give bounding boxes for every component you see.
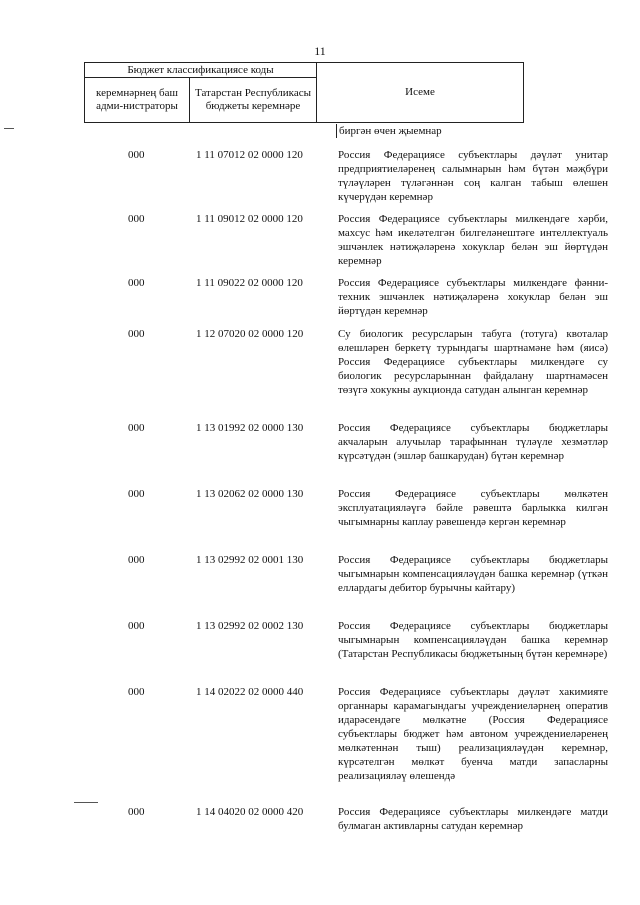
revenue-name: Россия Федерациясе субъектлары дәүләт хакимияте органнары карамагындагы учреждениеләрнең оператив идарәсендәге мөлкәтне (Россия Федерациясе субъектлары бюджет һәм автоном учреждениеләренең мөлкәтеннән тыш) реализацияләүдән керемнәр, күрсәтелгән мөлкәт буенча матди запасларны реализацияләү өлешендә (338, 686, 608, 782)
revenue-name: Россия Федерациясе субъектлары мөлкәтен эксплуатацияләүгә бәйле рәвештә барлыкка килгән чыгымнарны каплау рәвешендә кергән керемнәр (338, 488, 608, 528)
budget-code: 1 11 09012 02 0000 120 (196, 213, 303, 225)
revenue-name: Россия Федерациясе субъектлары дәүләт унитар предприятиеләренең салымнарын һәм бүтән мәҗбүри түләүләрен түләгәннән соң калган табыш өлешен күчерүдән керемнәр (338, 149, 608, 203)
admin-code: 000 (128, 277, 145, 289)
table-row (0, 805, 640, 845)
table-row (0, 148, 640, 212)
page-number: 11 (314, 44, 326, 58)
revenue-name: Россия Федерациясе субъектлары бюджетлары акчаларын алучылар тарафыннан түләүле хезмәтләр күрсәтүдән (эшләр башкарудан) бүтән керемнәр (338, 422, 608, 462)
budget-code: 1 14 04020 02 0000 420 (196, 806, 304, 818)
budget-code: 1 13 02062 02 0000 130 (196, 488, 304, 500)
table-row (0, 487, 640, 553)
tatarstan-revenue-column-header: Татарстан Республикасы бюджеты керемнәре (190, 78, 317, 123)
admin-code: 000 (128, 620, 145, 632)
revenue-name: Россия Федерациясе субъектлары бюджетлары чыгымнарын компенсацияләүдән башка керемнәр (үткән еллардагы дебитор бурычны кайтару) (338, 554, 608, 594)
admin-code: 000 (128, 328, 145, 340)
name-column-header: Исеме (317, 63, 524, 123)
table-row (0, 553, 640, 619)
classification-header-table (84, 62, 524, 123)
budget-code: 1 14 02022 02 0000 440 (196, 686, 304, 698)
continuation-row (0, 124, 640, 148)
revenue-name: Россия Федерациясе субъектлары бюджетлары чыгымнарын компенсацияләүдән башка керемнәр (Татарстан Республикасы бюджетының бүтән керемнәре) (338, 620, 608, 660)
budget-code: 1 13 02992 02 0001 130 (196, 554, 304, 566)
table-row (0, 619, 640, 685)
admin-code: 000 (128, 806, 145, 818)
revenue-name: Россия Федерациясе субъектлары милкендәге фәнни-техник эшчәнлек нәтиҗәләренә хокуклар белән эш йөртүдән керемнәр (338, 277, 608, 317)
admin-code: 000 (128, 686, 145, 698)
table-row (0, 276, 640, 327)
revenue-name: Су биологик ресурсларын табуга (тотуга) квоталар өлешләрен беркетү турындагы шартнамәне һәм (яисә) Россия Федерациясе субъектлары милкендәге су биологик ресурсларыннан файдалану шартнамәсен төзүгә хокукны аукционда сатудан алынган керемнәр (338, 328, 608, 396)
admin-column-header: керемнәрнең баш адми-нистраторы (85, 78, 190, 123)
scan-margin-mark (4, 128, 14, 129)
table-row (0, 212, 640, 276)
admin-code: 000 (128, 554, 145, 566)
table-row (0, 421, 640, 487)
continuation-text: биргән өчен җыемнар (336, 124, 609, 138)
budget-code: 1 13 01992 02 0000 130 (196, 422, 304, 434)
budget-code: 1 13 02992 02 0002 130 (196, 620, 304, 632)
budget-code: 1 11 09022 02 0000 120 (196, 277, 303, 289)
scan-margin-mark (74, 802, 98, 803)
revenue-list (0, 124, 640, 845)
table-row (0, 685, 640, 805)
budget-code-group-header: Бюджет классификациясе коды (85, 63, 317, 78)
table-row (0, 327, 640, 421)
revenue-name: Россия Федерациясе субъектлары милкендәге хәрби, махсус һәм икеләтелгән билгеләнештәге интеллектуаль эшчәнлек нәтиҗәләренә хокуклар белән эш йөртүдән керемнәр (338, 213, 608, 267)
admin-code: 000 (128, 488, 145, 500)
budget-code: 1 11 07012 02 0000 120 (196, 149, 303, 161)
revenue-name: Россия Федерациясе субъектлары милкендәге матди булмаган активларны сатудан керемнәр (338, 806, 608, 832)
admin-code: 000 (128, 213, 145, 225)
admin-code: 000 (128, 422, 145, 434)
budget-code: 1 12 07020 02 0000 120 (196, 328, 304, 340)
admin-code: 000 (128, 149, 145, 161)
